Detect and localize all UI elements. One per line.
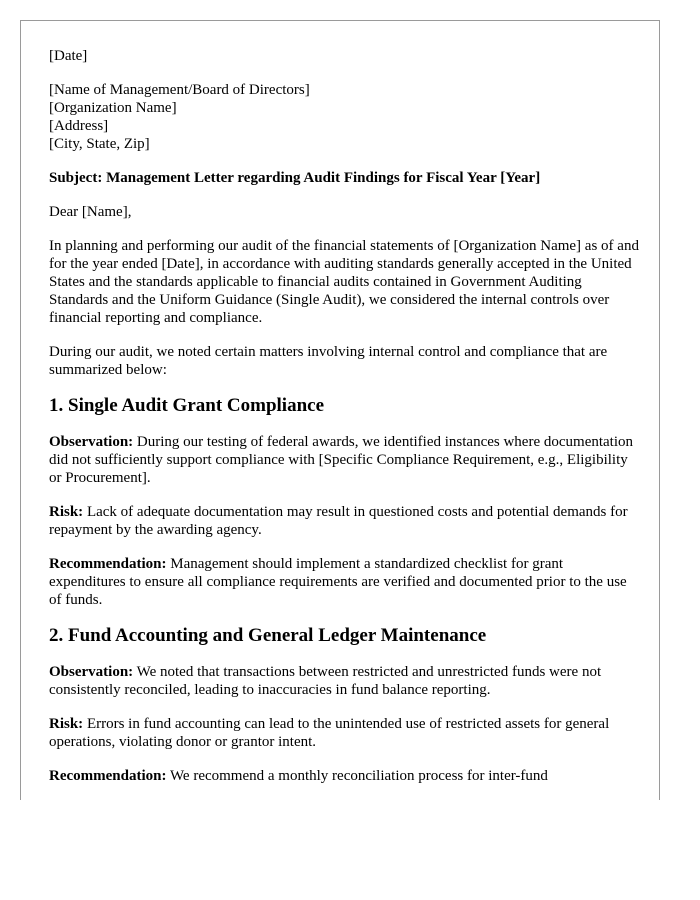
recommendation-paragraph: [49, 767, 639, 785]
recommendation-text: We recommend a monthly reconciliation process for inter-fund: [166, 768, 548, 784]
recipient-address: [Address]: [49, 118, 109, 134]
observation-text: We noted that transactions between restricted and unrestricted funds were not consistently reconciled, leading to inaccuracies in fund balance reporting.: [49, 664, 602, 698]
section-heading-grant-compliance: 1. Single Audit Grant Compliance: [49, 395, 324, 416]
observation-text: During our testing of federal awards, we identified instances where documentation did not sufficiently support compliance with [Specific Compliance Requirement, e.g., Eligibility or Procurement].: [49, 434, 634, 486]
letter-body: [49, 47, 639, 800]
risk-text: Errors in fund accounting can lead to the unintended use of restricted assets for general operations, violating donor or grantor intent.: [49, 716, 610, 750]
observation-label: Observation:: [49, 434, 134, 450]
recipient-organization: [Organization Name]: [49, 100, 177, 116]
recipient-city-state-zip: [City, State, Zip]: [49, 136, 150, 152]
risk-label: Risk:: [49, 504, 84, 520]
recommendation-paragraph: [49, 555, 639, 609]
recommendation-label: Recommendation:: [49, 768, 167, 784]
intro-paragraph: In planning and performing our audit of the financial statements of [Organization Name] as of and for the year ended [Date], in accordance with auditing standards generally accepted in the United States and the standards applicable to financial audits contained in Government Auditing Standards and the Uniform Guidance (Single Audit), we considered the internal controls over financial reporting and compliance.: [49, 238, 639, 326]
observation-paragraph: [49, 433, 639, 487]
letter-subject: Subject: Management Letter regarding Audit Findings for Fiscal Year [Year]: [49, 170, 541, 186]
risk-text: Lack of adequate documentation may result in questioned costs and potential demands for repayment by the awarding agency.: [49, 504, 628, 538]
letter-page: [20, 20, 660, 800]
recipient-address-block: [49, 81, 639, 153]
risk-paragraph: [49, 715, 639, 751]
summary-paragraph: During our audit, we noted certain matters involving internal control and compliance that are summarized below:: [49, 344, 608, 378]
risk-label: Risk:: [49, 716, 84, 732]
recipient-name: [Name of Management/Board of Directors]: [49, 82, 310, 98]
recommendation-text: Management should implement a standardized checklist for grant expenditures to ensure all compliance requirements are verified and documented prior to the use of funds.: [49, 556, 627, 608]
risk-paragraph: [49, 503, 639, 539]
recommendation-label: Recommendation:: [49, 556, 167, 572]
observation-label: Observation:: [49, 664, 134, 680]
observation-paragraph: [49, 663, 639, 699]
section-heading-fund-accounting: 2. Fund Accounting and General Ledger Maintenance: [49, 625, 487, 646]
letter-date: [Date]: [49, 48, 88, 64]
letter-salutation: Dear [Name],: [49, 204, 132, 220]
